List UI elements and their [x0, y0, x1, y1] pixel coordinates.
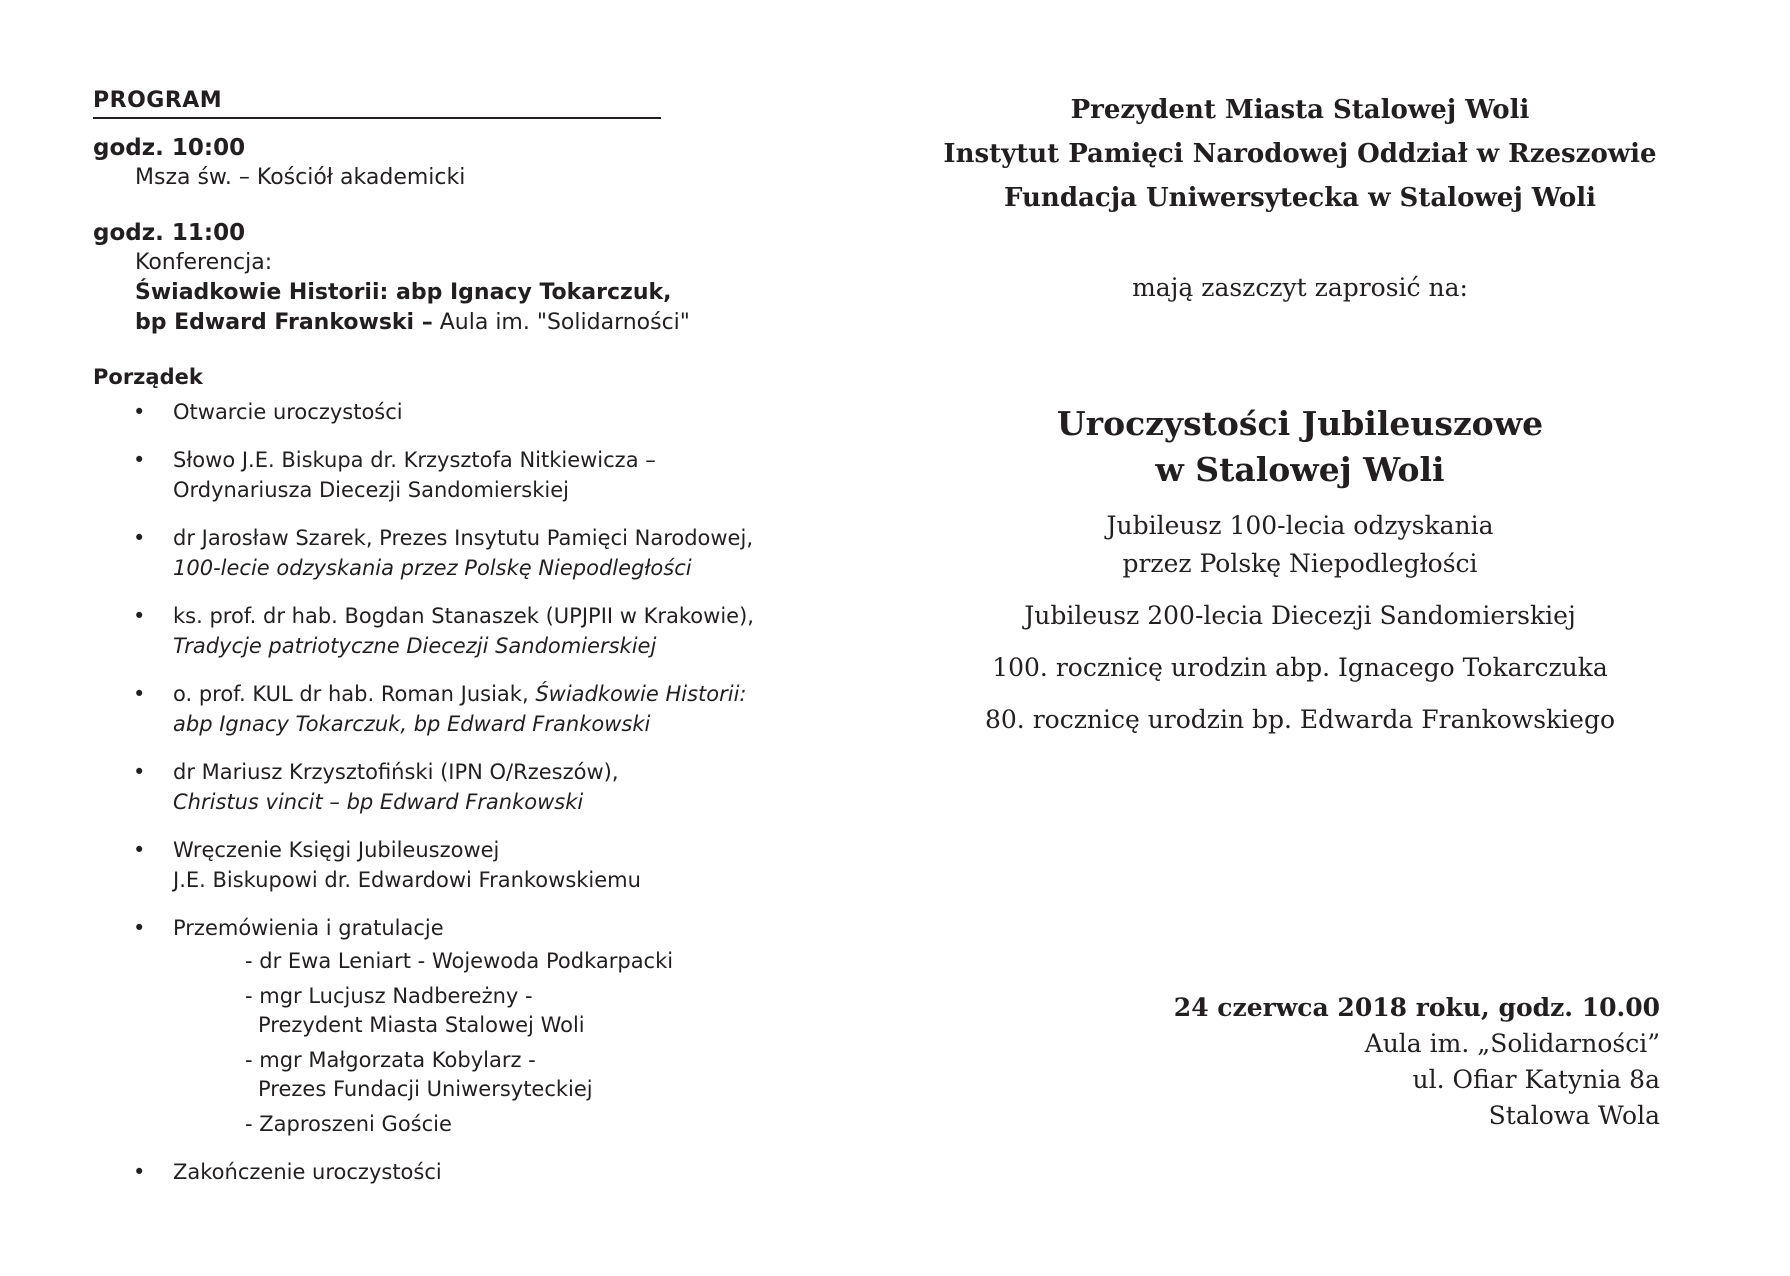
order-heading: Porządek	[93, 365, 203, 389]
invite-text: mają zaszczyt zaprosić na:	[1132, 273, 1468, 302]
event-title-line: w Stalowej Woli	[1155, 450, 1445, 489]
conference-venue: Aula im. "Solidarności"	[432, 310, 690, 335]
agenda-line: Zakończenie uroczystości	[173, 1160, 442, 1184]
bullet-icon: •	[133, 400, 146, 424]
agenda-item	[93, 523, 853, 583]
bullet-icon: •	[133, 838, 146, 862]
agenda-item	[93, 445, 853, 505]
agenda-line: Otwarcie uroczystości	[173, 400, 403, 424]
speech-line: Prezydent Miasta Stalowej Woli	[258, 1013, 585, 1037]
occasion-line: Jubileusz 100-lecia odzyskania	[1106, 511, 1494, 540]
agenda-talk-title: Christus vincit – bp Edward Frankowski	[173, 790, 584, 814]
bullet-icon: •	[133, 916, 146, 940]
agenda-line: J.E. Biskupowi dr. Edwardowi Frankowskiemu	[173, 868, 641, 892]
speech-line: - mgr Małgorzata Kobylarz -	[245, 1048, 536, 1072]
agenda-line: dr Mariusz Krzysztofiński (IPN O/Rzeszów),	[173, 760, 619, 784]
agenda-line: Przemówienia i gratulacje	[173, 916, 444, 940]
agenda-item	[93, 757, 853, 817]
speech-item	[245, 982, 853, 1040]
agenda-line	[173, 679, 853, 709]
event-details	[940, 990, 1660, 1134]
session-1	[93, 133, 853, 193]
agenda-talk-title: 100-lecie odzyskania przez Polskę Niepodległości	[173, 556, 692, 580]
occasion-line: przez Polskę Niepodległości	[1122, 549, 1478, 578]
event-title-line: Uroczystości Jubileuszowe	[1056, 404, 1544, 443]
agenda-line: Słowo J.E. Biskupa dr. Krzysztofa Nitkiewicza –	[173, 448, 656, 472]
agenda-item	[93, 397, 853, 427]
event-address: ul. Ofiar Katynia 8a	[1412, 1065, 1660, 1094]
invitation-panel	[940, 88, 1660, 1130]
event-title	[940, 401, 1660, 493]
occasion	[940, 507, 1660, 583]
agenda-line: Wręczenie Księgi Jubileuszowej	[173, 838, 500, 862]
occasion: 80. rocznicę urodzin bp. Edwarda Frankowskiego	[984, 705, 1616, 734]
agenda-talk-title: Świadkowie Historii:	[535, 682, 747, 706]
speech-line: Prezes Fundacji Uniwersyteckiej	[258, 1077, 593, 1101]
speech-item: - dr Ewa Leniart - Wojewoda Podkarpacki	[245, 949, 674, 973]
agenda-line: Ordynariusza Diecezji Sandomierskiej	[173, 478, 569, 502]
bullet-icon: •	[133, 682, 146, 706]
agenda-item	[93, 601, 853, 661]
speaker-name: o. prof. KUL dr hab. Roman Jusiak,	[173, 682, 536, 706]
agenda-list	[93, 397, 853, 1187]
event-venue: Aula im. „Solidarności”	[1364, 1029, 1660, 1058]
session-time: godz. 10:00	[93, 135, 246, 161]
conference-title-line-2	[93, 308, 853, 338]
agenda-talk-title: Tradycje patriotyczne Diecezji Sandomierskiej	[173, 634, 657, 658]
bullet-icon: •	[133, 1160, 146, 1184]
program-panel	[93, 88, 853, 1205]
agenda-item	[93, 835, 853, 895]
organizer: Prezydent Miasta Stalowej Woli	[1070, 95, 1530, 125]
session-time: godz. 11:00	[93, 220, 246, 246]
session-description: Msza św. – Kościół akademicki	[135, 165, 466, 190]
conference-title-bold: bp Edward Frankowski –	[135, 310, 433, 335]
occasion: 100. rocznicę urodzin abp. Ignacego Tokarczuka	[992, 653, 1608, 682]
organizer: Instytut Pamięci Narodowej Oddział w Rzeszowie	[943, 139, 1657, 169]
bullet-icon: •	[133, 526, 146, 550]
event-city: Stalowa Wola	[1488, 1101, 1660, 1130]
event-date-time: 24 czerwca 2018 roku, godz. 10.00	[1173, 993, 1660, 1022]
occasion: Jubileusz 200-lecia Diecezji Sandomierskiej	[1024, 601, 1576, 630]
bullet-icon: •	[133, 604, 146, 628]
agenda-talk-title: abp Ignacy Tokarczuk, bp Edward Frankowski	[173, 712, 651, 736]
agenda-item	[93, 679, 853, 739]
speech-line: - mgr Lucjusz Nadbereżny -	[245, 984, 533, 1008]
bullet-icon: •	[133, 760, 146, 784]
session-2	[93, 218, 853, 338]
agenda-item	[93, 913, 853, 1139]
organizer: Fundacja Uniwersytecka w Stalowej Woli	[1004, 183, 1596, 213]
speech-item: - Zaproszeni Goście	[245, 1112, 452, 1136]
bullet-icon: •	[133, 448, 146, 472]
session-label: Konferencja:	[135, 250, 273, 275]
agenda-item	[93, 1157, 853, 1187]
program-heading: PROGRAM	[93, 88, 661, 119]
conference-title-line-1: Świadkowie Historii: abp Ignacy Tokarczuk,	[135, 280, 672, 305]
agenda-line: ks. prof. dr hab. Bogdan Stanaszek (UPJPII w Krakowie),	[173, 604, 754, 628]
agenda-line: dr Jarosław Szarek, Prezes Insytutu Pamięci Narodowej,	[173, 526, 753, 550]
speeches-list	[173, 947, 853, 1139]
speech-item	[245, 1046, 853, 1104]
